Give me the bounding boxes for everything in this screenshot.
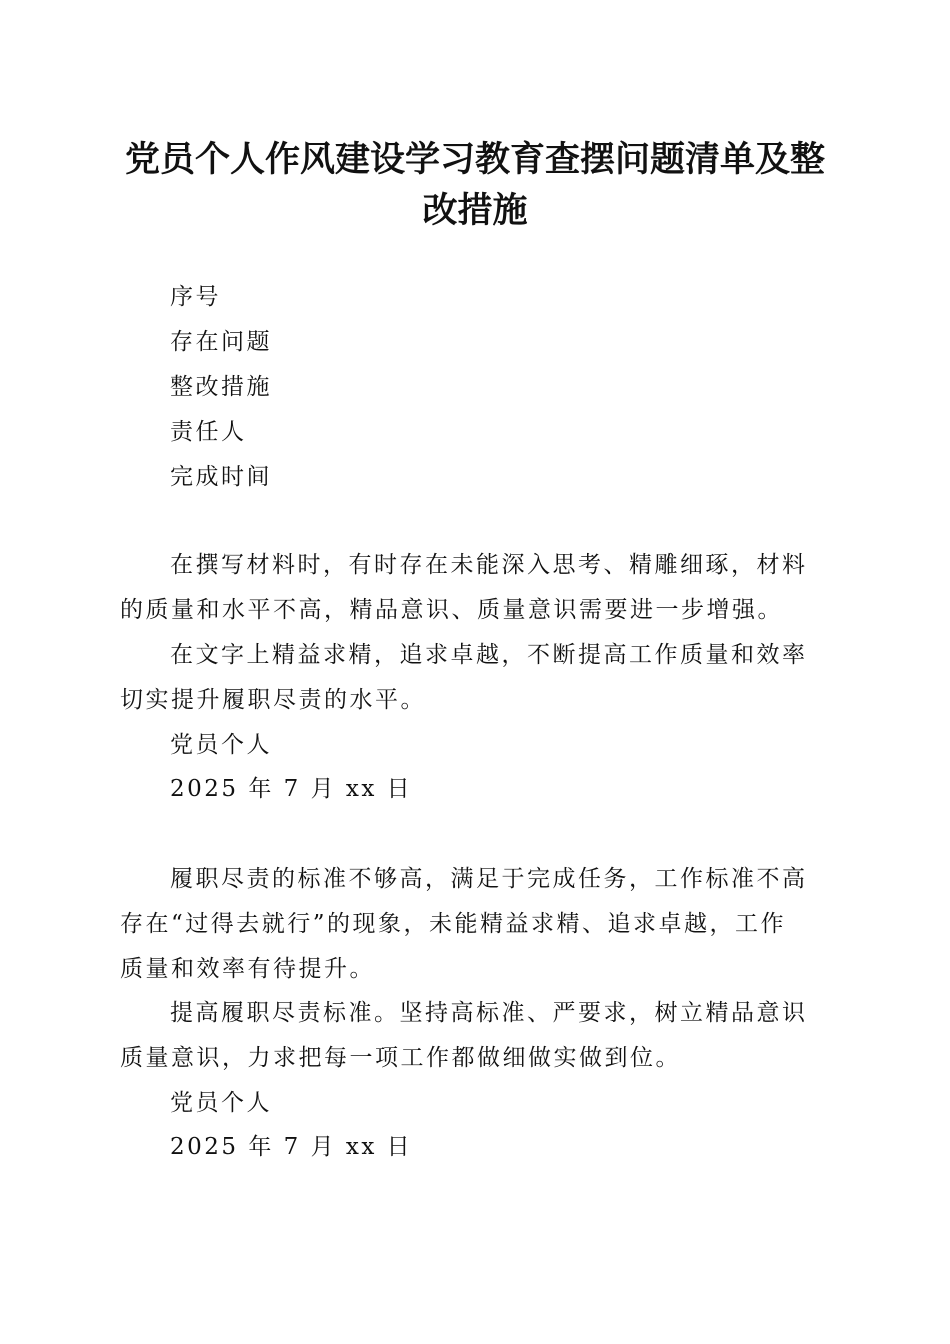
item-1-measure-line-2: 切实提升履职尽责的水平。 — [120, 687, 426, 713]
item-1-problem-line-1: 在撰写材料时，有时存在未能深入思考、精雕细琢，材料 — [170, 552, 808, 578]
item-1-measure-line-1: 在文字上精益求精，追求卓越，不断提高工作质量和效率 — [170, 642, 808, 668]
item-2-measure-line-2: 质量意识，力求把每一项工作都做细做实做到位。 — [120, 1045, 681, 1071]
item-2-problem-line-3: 质量和效率有待提升。 — [120, 956, 375, 982]
header-responsible: 责任人 — [170, 419, 247, 445]
item-2-deadline: 2025 年 7 月 xx 日 — [170, 1134, 413, 1160]
item-2-problem-line-1: 履职尽责的标准不够高，满足于完成任务，工作标准不高 — [170, 866, 808, 892]
header-problem: 存在问题 — [170, 329, 272, 355]
item-2-measure-line-1: 提高履职尽责标准。坚持高标准、严要求，树立精品意识 — [170, 1000, 808, 1026]
document-title — [110, 134, 840, 236]
title-line-2: 改措施 — [422, 190, 528, 231]
item-1-problem-line-2: 的质量和水平不高，精品意识、质量意识需要进一步增强。 — [120, 597, 783, 623]
item-2-problem-line-2: 存在“过得去就行”的现象，未能精益求精、追求卓越，工作 — [120, 911, 787, 937]
item-1-responsible: 党员个人 — [170, 732, 272, 758]
header-deadline: 完成时间 — [170, 464, 272, 490]
title-line-1: 党员个人作风建设学习教育查摆问题清单及整 — [124, 139, 825, 180]
header-measure: 整改措施 — [170, 374, 272, 400]
header-serial-number: 序号 — [170, 284, 221, 310]
item-1-deadline: 2025 年 7 月 xx 日 — [170, 776, 413, 802]
item-2-responsible: 党员个人 — [170, 1090, 272, 1116]
